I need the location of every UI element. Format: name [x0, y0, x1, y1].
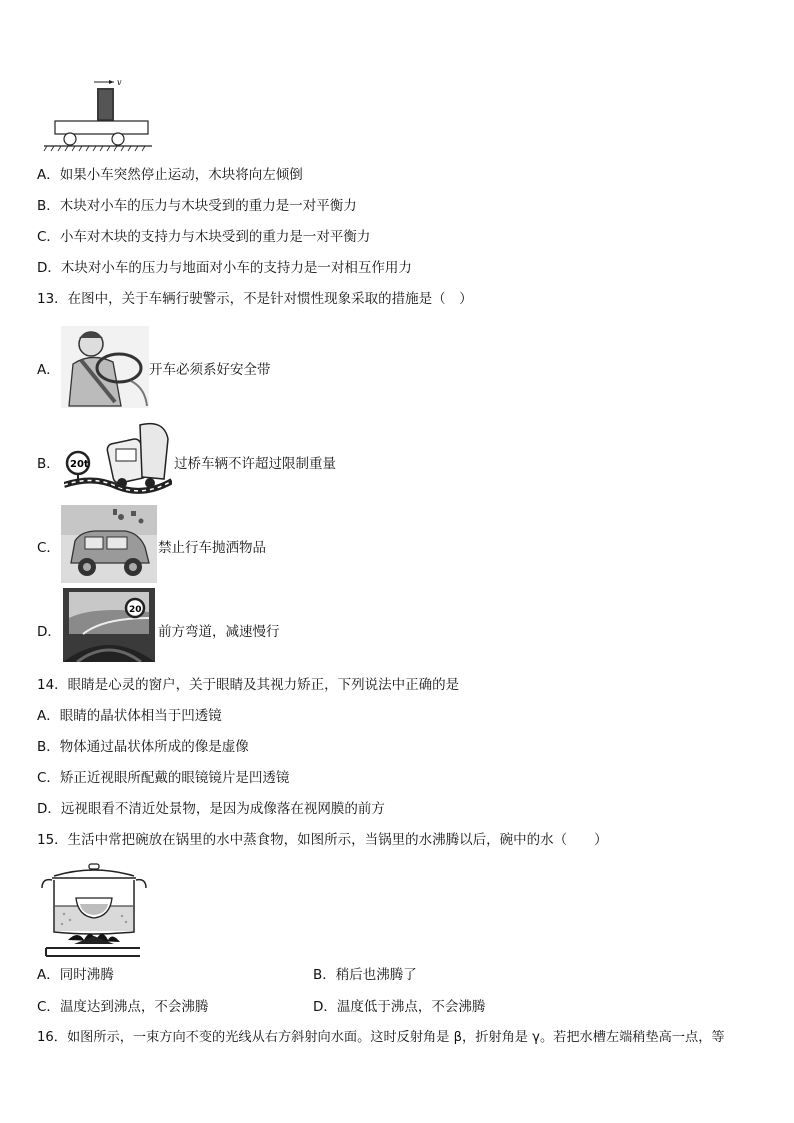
q13-option-d-text: 前方弯道，减速慢行: [158, 624, 280, 640]
q16-stem: 16．如图所示，一束方向不变的光线从右方斜射向水面。这时反射角是 β，折射角是 γ。若把水槽左端稍垫高一点，等: [37, 1030, 725, 1045]
q14-option-a: A．眼睛的晶状体相当于凹透镜: [37, 708, 222, 724]
q15-option-d: D．温度低于沸点，不会沸腾: [313, 999, 486, 1015]
seatbelt-driver-icon: [61, 326, 149, 408]
q13-option-d-letter: D．: [37, 624, 61, 640]
q15-option-c: C．温度达到沸点，不会沸腾: [37, 999, 209, 1015]
q13-option-b-letter: B．: [37, 456, 60, 472]
q15-option-a: A．同时沸腾: [37, 967, 114, 983]
bridge-truck-icon: [64, 419, 172, 499]
q15-option-b: B．稍后也沸腾了: [313, 967, 417, 983]
q14-stem: 14．眼睛是心灵的窗户，关于眼睛及其视力矫正，下列说法中正确的是: [37, 677, 460, 693]
q12-option-b: B．木块对小车的压力与木块受到的重力是一对平衡力: [37, 198, 357, 214]
q13-option-c-text: 禁止行车抛洒物品: [158, 540, 266, 556]
q14-option-c: C．矫正近视眼所配戴的眼镜镜片是凹透镜: [37, 770, 290, 786]
car-littering-icon: [61, 505, 157, 583]
velocity-label: v: [117, 78, 122, 87]
q13-option-a-letter: A．: [37, 362, 60, 378]
speed-limit-sign: 20: [129, 605, 142, 615]
q12-option-d: D．木块对小车的压力与地面对小车的支持力是一对相互作用力: [37, 260, 412, 276]
q14-option-d: D．远视眼看不清近处景物，是因为成像落在视网膜的前方: [37, 801, 385, 817]
q13-option-c-letter: C．: [37, 540, 60, 556]
q13-stem: 13．在图中，关于车辆行驶警示，不是针对惯性现象采取的措施是（ ）: [37, 291, 473, 307]
curve-road-icon: [63, 588, 155, 662]
q15-stem: 15．生活中常把碗放在锅里的水中蒸食物，如图所示，当锅里的水沸腾以后，碗中的水（ ）: [37, 832, 608, 848]
q12-option-c: C．小车对木块的支持力与木块受到的重力是一对平衡力: [37, 229, 371, 245]
q13-option-b-text: 过桥车辆不许超过限制重量: [174, 456, 336, 472]
q12-option-a: A．如果小车突然停止运动，木块将向左倾倒: [37, 167, 303, 183]
cart-block-figure: [42, 76, 154, 152]
q13-option-a-text: 开车必须系好安全带: [149, 362, 271, 378]
q14-option-b: B．物体通过晶状体所成的像是虚像: [37, 739, 249, 755]
weight-limit-sign: 20t: [70, 459, 89, 470]
steaming-pot-figure: [40, 862, 148, 958]
